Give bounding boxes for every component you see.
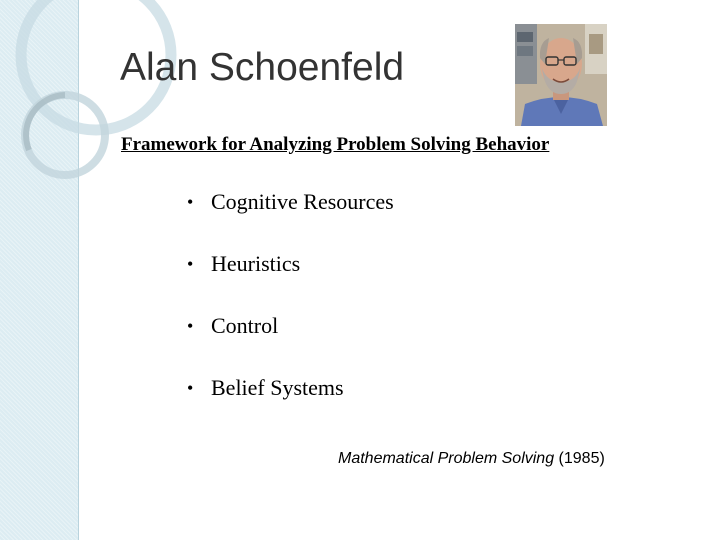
bullet-dot-icon: • (187, 378, 194, 398)
book-citation (338, 448, 605, 470)
bullet-dot-icon: • (187, 316, 194, 336)
bullet-text: Heuristics (211, 251, 301, 276)
bullet-text: Control (211, 313, 279, 338)
bullet-item-heuristics (185, 247, 394, 309)
bullet-text: Cognitive Resources (211, 189, 394, 214)
bullet-item-control (185, 309, 394, 371)
bullet-dot-icon: • (187, 254, 194, 274)
framework-subtitle: Framework for Analyzing Problem Solving Behavior (121, 134, 550, 155)
bullet-item-belief-systems (185, 371, 394, 433)
bullet-dot-icon: • (187, 192, 194, 212)
portrait-photo (515, 24, 607, 126)
citation-book-title: Mathematical Problem Solving (338, 450, 555, 467)
citation-year: (1985) (558, 450, 605, 467)
slide-title: Alan Schoenfeld (120, 46, 405, 89)
bullet-item-cognitive-resources (185, 185, 394, 247)
bullet-list (185, 185, 394, 433)
bullet-text: Belief Systems (211, 375, 344, 400)
